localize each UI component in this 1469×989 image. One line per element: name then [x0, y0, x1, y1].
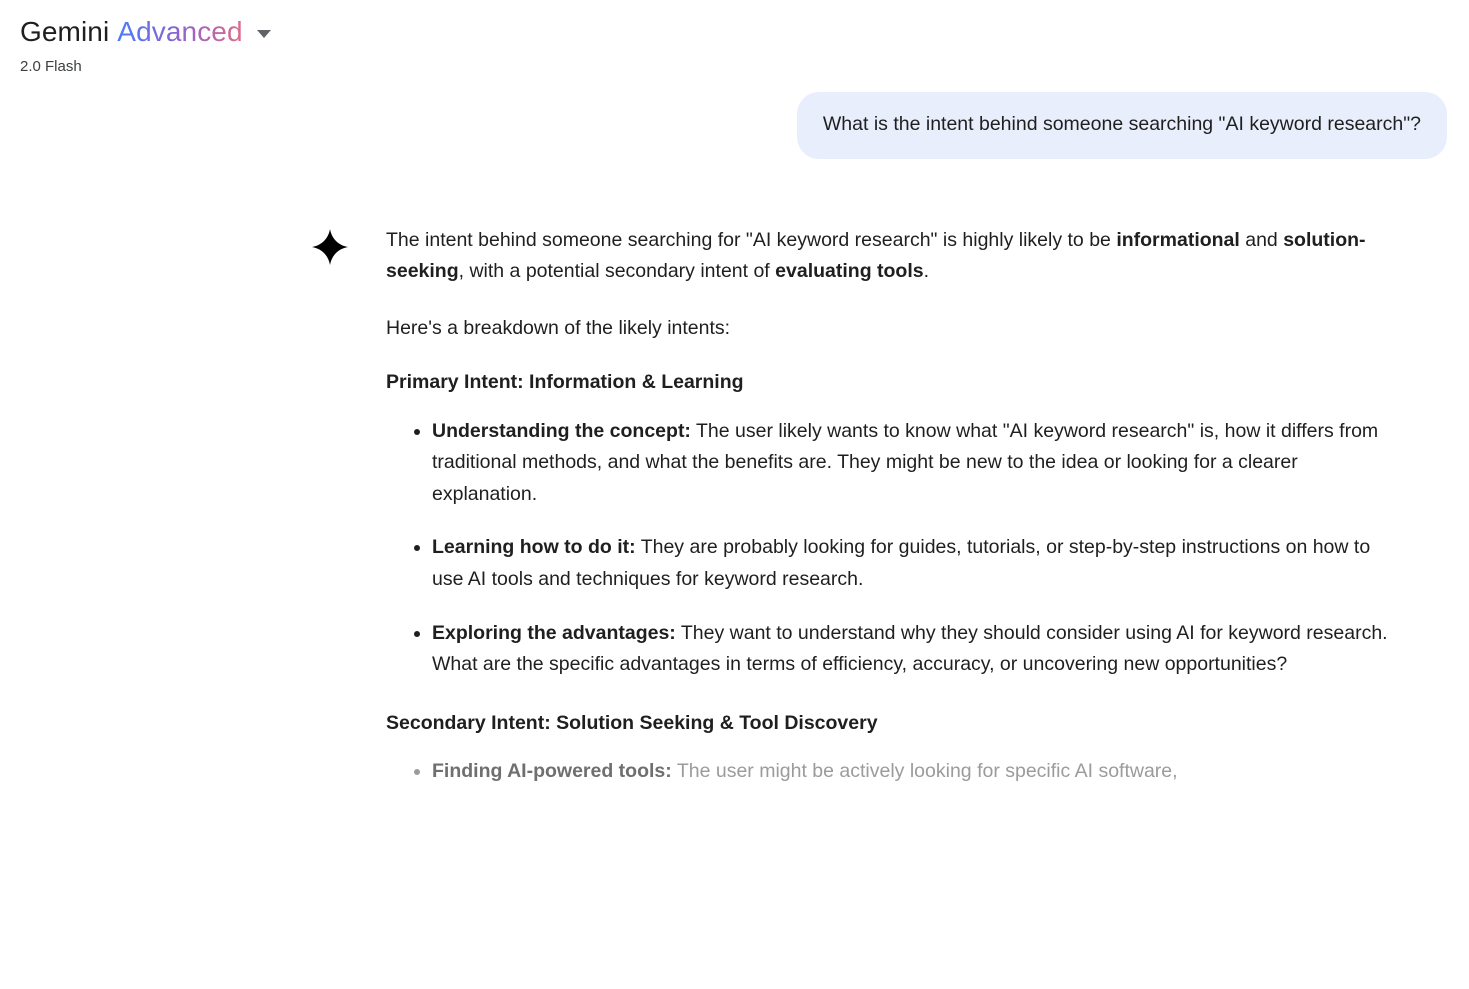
- intro-bold-informational: informational: [1116, 228, 1240, 251]
- intro-lead: The intent behind someone searching for "AI keyword research" is highly likely to be: [386, 228, 1117, 251]
- list-item-term: Learning how to do it:: [432, 536, 636, 559]
- user-message-bubble: What is the intent behind someone searching "AI keyword research"?: [797, 92, 1447, 159]
- primary-intent-heading: Primary Intent: Information & Learning: [386, 371, 744, 394]
- list-item-text: The user might be actively looking for specific AI software,: [671, 759, 1178, 782]
- user-message-row: [0, 92, 1469, 159]
- list-item-term: Understanding the concept:: [432, 419, 691, 442]
- gemini-sparkle-icon: [310, 227, 354, 272]
- list-item: [432, 756, 1394, 788]
- list-item-term: Exploring the advantages:: [432, 621, 676, 644]
- list-item: [432, 618, 1394, 681]
- list-item: [432, 532, 1394, 595]
- primary-intent-list: [386, 416, 1394, 681]
- intro-mid-1: and: [1239, 228, 1284, 251]
- model-version-label: 2.0 Flash: [20, 58, 82, 75]
- intro-mid-2: , with a potential secondary intent of: [458, 259, 776, 282]
- list-item: [432, 416, 1394, 511]
- list-item-text: They are probably looking for guides, tutorials, or step-by-step instructions on how to use AI tools and techniques for keyword research.: [432, 536, 1371, 590]
- list-item-text: The user likely wants to know what "AI keyword research" is, how it differs from traditional methods, and what the benefits are. They might be new to the idea or looking for a clearer explanation.: [432, 419, 1379, 505]
- breakdown-line: Here's a breakdown of the likely intents:: [386, 317, 731, 340]
- answer-intro-paragraph: [386, 225, 1394, 287]
- list-item-text: They want to understand why they should consider using AI for keyword research. What are the specific advantages in terms of efficiency, accuracy, or uncovering new opportunities?: [432, 621, 1388, 676]
- intro-bold-solution-seeking: solution-seeking: [386, 228, 1366, 282]
- secondary-intent-heading: Secondary Intent: Solution Seeking & Tool Discovery: [386, 711, 878, 734]
- intro-bold-evaluating-tools: evaluating tools: [775, 259, 924, 282]
- chevron-down-icon[interactable]: [257, 30, 271, 38]
- brand-name-gemini: Gemini: [20, 16, 110, 47]
- assistant-message-row: [0, 225, 1469, 816]
- intro-tail: .: [923, 259, 930, 282]
- brand-name-advanced: Advanced: [117, 16, 243, 47]
- bottom-fade-overlay: [0, 963, 1469, 989]
- model-selector[interactable]: [20, 16, 271, 48]
- assistant-answer: [354, 225, 1394, 816]
- list-item-term: Finding AI-powered tools:: [432, 759, 672, 782]
- conversation-thread: [0, 92, 1469, 815]
- secondary-intent-list: [386, 756, 1394, 788]
